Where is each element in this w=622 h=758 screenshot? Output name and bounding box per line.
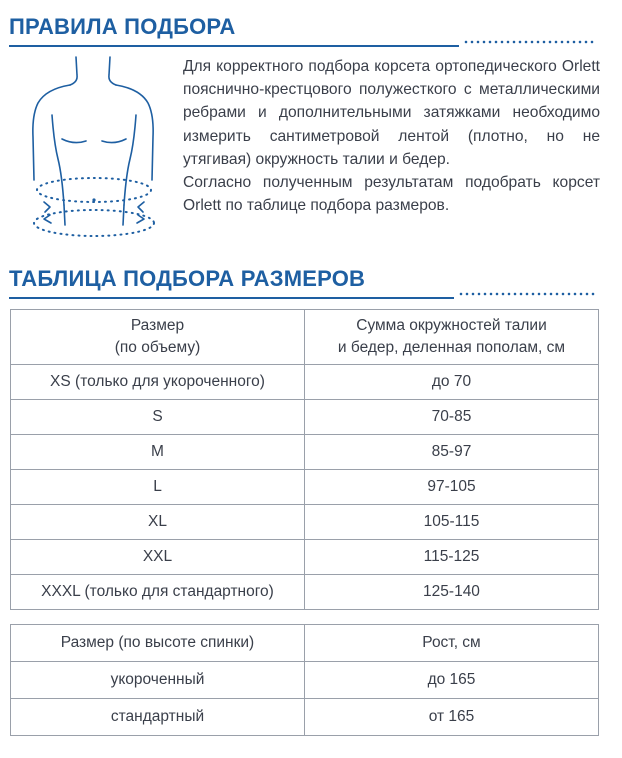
torso-measurement-illustration [24, 55, 174, 245]
size-table-header-row [11, 310, 599, 365]
range-cell: 97-105 [305, 470, 599, 505]
torso-right-side [124, 115, 136, 205]
waist-right-arrow-icon [138, 202, 144, 212]
table-row [11, 470, 599, 505]
measurement-column-header-line1: Сумма окружностей талии [356, 317, 547, 334]
table-row [11, 400, 599, 435]
hip-right-line [123, 205, 124, 225]
size-column-header [11, 310, 305, 365]
table-row [11, 662, 599, 699]
navel-dot [92, 198, 95, 201]
table-row [11, 575, 599, 610]
rules-paragraph-2: Согласно полученным результатам подобрать корсет Orlett по таблице подбора размеров. [183, 174, 600, 215]
back-height-column-header: Размер (по высоте спинки) [11, 625, 305, 662]
size-table-title-dotted-line [458, 292, 595, 296]
height-table-header-row [11, 625, 599, 662]
chest-left-line [62, 139, 86, 143]
size-table [10, 309, 599, 610]
range-cell: 70-85 [305, 400, 599, 435]
range-cell: 105-115 [305, 505, 599, 540]
range-cell: 85-97 [305, 435, 599, 470]
size-table-title: ТАБЛИЦА ПОДБОРА РАЗМЕРОВ [9, 266, 366, 291]
hip-tape-dotted [34, 210, 154, 236]
rules-title: ПРАВИЛА ПОДБОРА [9, 14, 236, 39]
measurement-column-header [305, 310, 599, 365]
range-cell: 125-140 [305, 575, 599, 610]
body-height-cell: от 165 [305, 699, 599, 736]
body-height-cell: до 165 [305, 662, 599, 699]
back-size-cell: укороченный [11, 662, 305, 699]
size-column-header-line2: (по объему) [114, 339, 201, 356]
neck-left-line [70, 57, 77, 85]
rules-title-dotted-line [463, 40, 595, 44]
height-table [10, 624, 599, 736]
size-cell: M [11, 435, 305, 470]
table-row [11, 540, 599, 575]
chest-right-line [102, 139, 126, 143]
table-row [11, 365, 599, 400]
body-height-column-header: Рост, см [305, 625, 599, 662]
size-cell: L [11, 470, 305, 505]
size-cell: S [11, 400, 305, 435]
rules-title-underline [9, 45, 459, 47]
table-row [11, 699, 599, 736]
waist-left-arrow-icon [44, 202, 50, 212]
size-cell: XS (только для укороченного) [11, 365, 305, 400]
hip-left-arrow-icon [44, 215, 51, 223]
hip-left-line [64, 205, 65, 225]
size-column-header-line1: Размер [130, 317, 185, 334]
table-row [11, 505, 599, 540]
range-cell: 115-125 [305, 540, 599, 575]
size-cell: XXXL (только для стандартного) [11, 575, 305, 610]
neck-right-line [109, 57, 116, 85]
back-size-cell: стандартный [11, 699, 305, 736]
rules-paragraph-1: Для корректного подбора корсета ортопедического Orlett пояснично-крестцового полужесткого с металлическими ребрами и дополнительными затяжками необходимо измерить сантиметровой лентой (плотно, но не утягивая) окружность талии и бедер. [183, 58, 600, 168]
table-row [11, 435, 599, 470]
size-cell: XL [11, 505, 305, 540]
rules-description [183, 55, 600, 217]
size-table-title-underline [9, 297, 454, 299]
waist-tape-dotted [37, 178, 151, 202]
range-cell: до 70 [305, 365, 599, 400]
left-shoulder-arm [33, 85, 70, 180]
size-cell: XXL [11, 540, 305, 575]
measurement-column-header-line2: и бедер, деленная пополам, см [337, 339, 566, 356]
torso-left-side [52, 115, 64, 205]
